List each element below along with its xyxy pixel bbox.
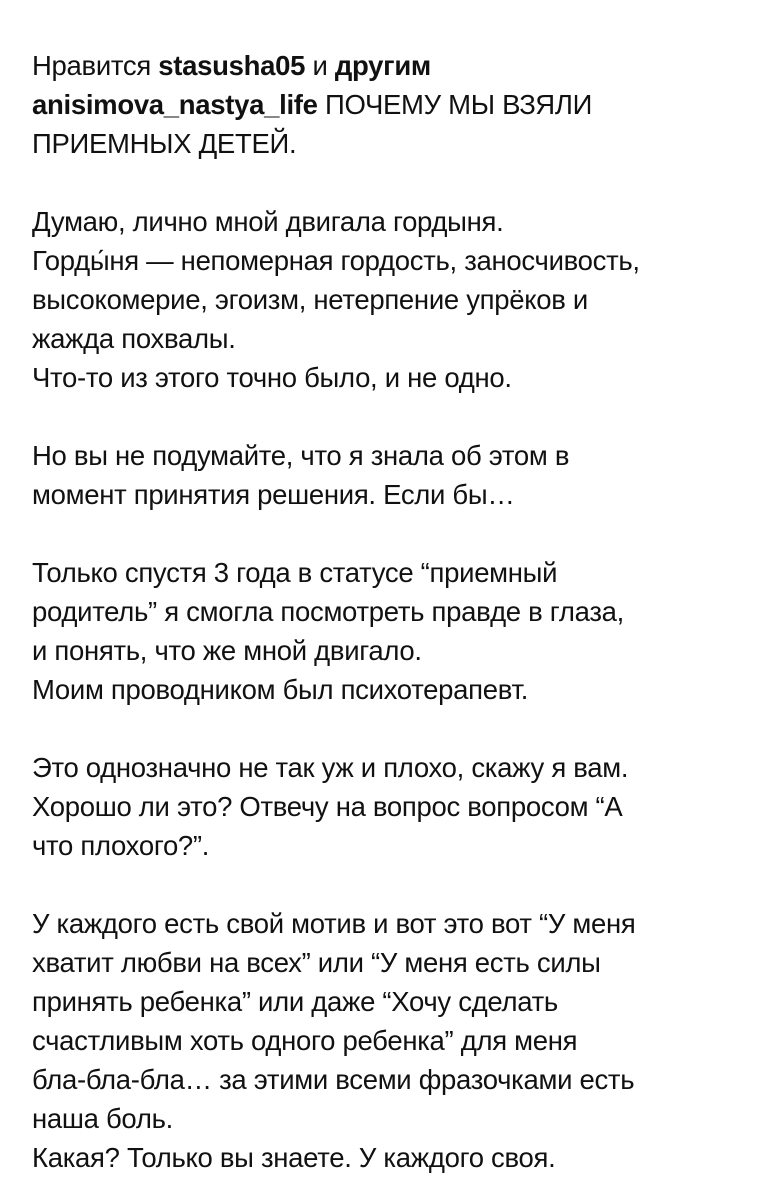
caption-line: Хорошо ли это? Отвечу на вопрос вопросом “А xyxy=(32,791,623,822)
caption-paragraph xyxy=(32,202,732,397)
caption-line: высокомерие, эгоизм, нетерпение упрёков и xyxy=(32,284,588,315)
caption-line: Но вы не подумайте, что я знала об этом в xyxy=(32,440,570,471)
caption-line: жажда похвалы. xyxy=(32,323,236,354)
caption-line: наша боль. xyxy=(32,1103,173,1134)
caption-line: Думаю, лично мной двигала гордыня. xyxy=(32,206,504,237)
likes-prefix: Нравится xyxy=(32,50,159,81)
caption-line: Только спустя 3 года в статусе “приемный xyxy=(32,557,558,588)
caption-paragraph xyxy=(32,553,732,709)
caption-line: принять ребенка” или даже “Хочу сделать xyxy=(32,986,558,1017)
liker-username-link[interactable]: stasusha05 xyxy=(158,50,306,81)
caption-line: счастливым хоть одного ребенка” для меня xyxy=(32,1025,578,1056)
caption-paragraph xyxy=(32,436,732,514)
paragraph-gap xyxy=(32,709,732,748)
paragraph-gap xyxy=(32,163,732,202)
caption-title-part2: ПРИЕМНЫХ ДЕТЕЙ. xyxy=(32,128,297,159)
caption-line: Что-то из этого точно было, и не одно. xyxy=(32,362,512,393)
post-caption-area xyxy=(32,46,732,1177)
caption-line: Какая? Только вы знаете. У каждого своя. xyxy=(32,1142,556,1173)
caption-header-line xyxy=(32,85,732,124)
caption-line: момент принятия решения. Если бы… xyxy=(32,479,515,510)
caption-line: хватит любви на всех” или “У меня есть силы xyxy=(32,947,601,978)
likes-middle: и xyxy=(305,50,335,81)
likes-line xyxy=(32,46,732,85)
caption-title-part1: ПОЧЕМУ МЫ ВЗЯЛИ xyxy=(317,89,593,120)
caption-line: и понять, что же мной двигало. xyxy=(32,635,422,666)
author-username-link[interactable]: anisimova_nastya_life xyxy=(32,89,318,120)
caption-paragraph xyxy=(32,748,732,865)
caption-line: что плохого?”. xyxy=(32,830,210,861)
paragraph-gap xyxy=(32,865,732,904)
paragraph-gap xyxy=(32,514,732,553)
caption-line: родитель” я смогла посмотреть правде в глаза, xyxy=(32,596,624,627)
caption-line: У каждого есть свой мотив и вот это вот “У меня xyxy=(32,908,636,939)
caption-line: Моим проводником был психотерапевт. xyxy=(32,674,529,705)
caption-line: Горды́ня — непомерная гордость, заносчивость, xyxy=(32,245,640,276)
caption-paragraph xyxy=(32,904,732,1177)
paragraph-gap xyxy=(32,397,732,436)
caption-line: Это однозначно не так уж и плохо, скажу я вам. xyxy=(32,752,629,783)
caption-line: бла-бла-бла… за этими всеми фразочками есть xyxy=(32,1064,635,1095)
others-likes-link[interactable]: другим xyxy=(334,50,431,81)
